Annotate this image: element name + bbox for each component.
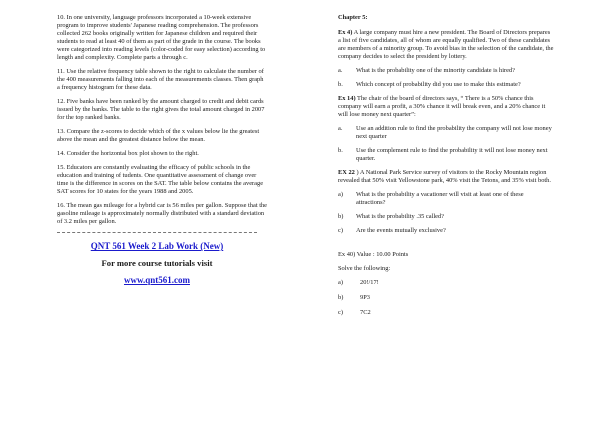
exercise-22-label: EX 22 [338,169,355,176]
promo-title-link[interactable]: QNT 561 Week 2 Lab Work (New) [90,241,224,251]
question-label: b. [338,147,343,154]
problem-10: 10. In one university, language professors incorporated a 10-week extensive program to improve students' Japanese reading comprehension. The professors collected 262 books originally written for Japanese children and required their students to read at least 40 of them as part of the grade in the course. The books were categorized into reading levels (color-coded for easy selection) according to length and complexity. Complete parts a through c. [57,14,266,61]
solve-item-b [338,294,554,302]
right-column [338,14,554,324]
exercise-40-heading: Ex 40) Value : 10.00 Points [338,251,409,258]
question-label: b. [338,81,343,88]
exercise-14 [338,95,554,119]
question-text: What is the probability .35 called? [356,213,445,220]
problem-11: 11. Use the relative frequency table shown to the right to calculate the number of the 400 measurements falling into each of the measurements classes. Then graph a frequency histogram for these data. [57,68,264,91]
item-label: b) [338,294,344,301]
dashed-divider [57,232,257,233]
promo-site-link[interactable]: www.qnt561.com [123,275,190,285]
exercise-4 [338,29,554,61]
exercise-14-question-a [338,125,554,141]
problem-14: 14. Consider the horizontal box plot shown to the right. [57,150,199,157]
question-label: a) [338,191,343,198]
exercise-4-question-b [338,81,554,89]
exercise-22-text: ) A National Park Service survey of visitors to the Rocky Mountain region revealed that 50% visit Yellowstone park, 40% visit the Tetons, and 35% visit both. [338,169,551,184]
question-label: c) [338,227,343,234]
exercise-4-text: A large company must hire a new president. The Board of Directors prepares a list of five candidates, all of whom are equally qualified. Two of these candidates are members of a minority group. To avoid bias in the selection of the candidate, the company decides to select the president by lottery. [338,29,554,60]
exercise-14-question-b [338,147,554,163]
section-spacer [338,241,554,251]
problem-12: 12. Five banks have been ranked by the amount charged to credit and debit cards issued by the banks. The table to the right gives the total amount charged in 2007 for the top ranked banks. [57,98,265,121]
problem-16: 16. The mean gas mileage for a hybrid car is 56 miles per gallon. Suppose that the gasoline mileage is approximately normally distributed with a standard deviation of 3.2 miles per gallon. [57,202,268,225]
problem-15: 15. Educators are constantly evaluating the efficacy of public schools in the education and training of tudents. One quantitative assessment of change over time is the difference in scores on the SAT. The table below contains the average SAT scores for 10 states for the years 1988 and 2005. [57,164,264,195]
exercise-22-question-a [338,191,554,207]
question-label: a. [338,125,343,132]
question-text: Use the complement rule to find the probability it will not lose money next quarter. [356,147,548,162]
item-text: 9P3 [360,294,370,301]
chapter-heading: Chapter 5: [338,14,368,21]
promo-block [57,241,257,286]
exercise-22-question-c [338,227,554,235]
solve-item-c [338,309,554,317]
solve-item-a [338,279,554,287]
exercise-14-label: Ex 14) [338,95,356,102]
exercise-4-label: Ex 4) [338,29,353,36]
question-label: b) [338,213,344,220]
promo-tagline: For more course tutorials visit [101,258,213,268]
question-text: What is the probability a vacationer will visit at least one of these attractions? [356,191,524,206]
left-column [57,14,267,286]
item-text: 7C2 [360,309,371,316]
exercise-4-question-a [338,67,554,75]
solve-label: Solve the following: [338,265,391,272]
question-text: Are the events mutually exclusive? [356,227,446,234]
problem-13: 13. Compare the z-scores to decide which of the x values below lie the greatest above the mean and the greatest distance below the mean. [57,128,260,143]
item-label: a) [338,279,343,286]
exercise-22 [338,169,554,185]
item-label: c) [338,309,343,316]
exercise-22-question-b [338,213,554,221]
question-label: a. [338,67,343,74]
item-text: 20!/17! [360,279,379,286]
question-text: Which concept of probability did you use to make this estimate? [356,81,521,88]
question-text: Use an addition rule to find the probability the company will not lose money next quarter [356,125,552,140]
question-text: What is the probability one of the minority candidate is hired? [356,67,516,74]
exercise-14-text: The chair of the board of directors says, “ There is a 50% chance this company will earn a profit, a 30% chance it will break even, and a 20% chance it will lose money next quarter”: [338,95,546,118]
